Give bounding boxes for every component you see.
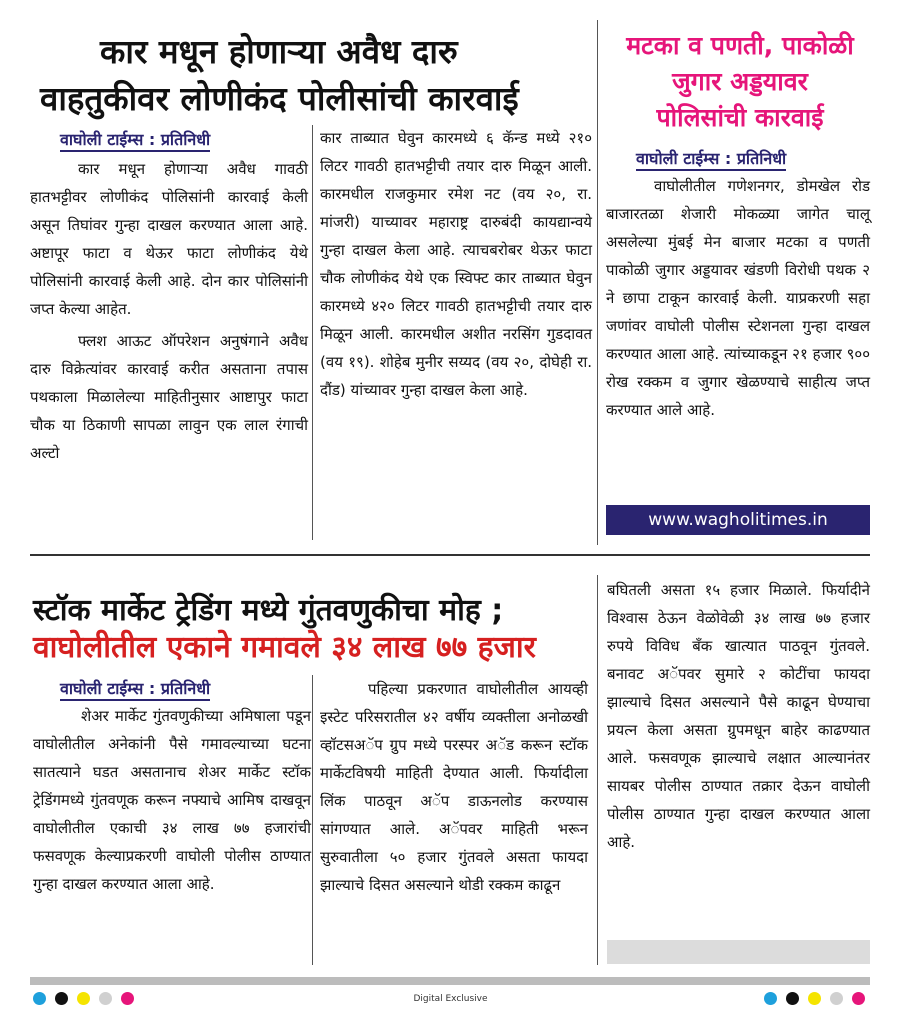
article2-body: वाघोलीतील गणेशनगर, डोमखेल रोड बाजारतळा शेजारी मोकळ्या जागेत चालू असलेल्या मुंबई मेन बाजार मटका व पणती पाकोळी जुगार अड्डयावर खंडणी विरोधी पथक २ ने छापा टाकून कारवाई केली. याप्रकरणी सहा जणांवर वाघोली पोलीस स्टेशनला गुन्हा दाखल करण्यात आला आहे. त्यांच्याकडून २१ हजार ९०० रोख रक्कम व जुगार खेळण्याचे साहीत्य जप्त करण्यात आले आहे.: [606, 177, 870, 419]
grey-filler-box: [607, 940, 870, 964]
article2-column: [606, 172, 870, 424]
registration-dot: [830, 992, 843, 1005]
registration-dot: [808, 992, 821, 1005]
column-divider: [597, 20, 598, 545]
registration-dots-right: [764, 992, 874, 1006]
article1-byline: वाघोली टाईम्स : प्रतिनिधी: [60, 130, 210, 152]
registration-dot: [852, 992, 865, 1005]
article1-paragraph-1: कार मधून होणाऱ्या अवैध गावठी हातभट्टीवर लोणीकंद पोलिसांनी कारवाई केली असून तिघांवर गुन्हा दाखल करण्यात आला आहे. अष्टापूर फाटा व थेऊर फाटा लोणीकंद येथे पोलिसांनी कारवाई केली आहे. दोन कार पोलिसांनी जप्त केल्या आहेत.: [30, 160, 308, 318]
article3-column-3: [607, 576, 870, 856]
article3-column-2-text: पहिल्या प्रकरणात वाघोलीतील आयव्ही इस्टेट परिसरातील ४२ वर्षीय व्यक्तीला अनोळखी व्हॉटसअॅप ग्रुप मध्ये परस्पर अॅड करून स्टॉक मार्केटविषयी माहिती देण्यात आली. फिर्यादीला लिंक पाठवून अॅप डाऊनलोड करण्यास सांगण्यात आले. अॅपवर माहिती भरून सुरुवातीला ५० हजार गुंतवले असता फायदा झाल्याचे दिसत असल्याने थोडी रक्कम काढून: [320, 680, 588, 894]
registration-dot: [764, 992, 777, 1005]
article2-byline: वाघोली टाईम्स : प्रतिनिधी: [636, 149, 786, 171]
article1-headline-line2: वाहतुकीवर लोणीकंद पोलीसांची कारवाई: [40, 79, 519, 118]
article3-column-3-text: बघितली असता १५ हजार मिळाले. फिर्यादीने विश्वास ठेऊन वेळोवेळी ३४ लाख ७७ हजार रुपये विविध बँक खात्यात पाठवून गुंतवले. बनावट अॅपवर सुमारे २ कोटींचा फायदा झाल्याचे दिसत असल्याने पैसे काढून घेण्याचा प्रयत्न केला असता ग्रुपमधून बाहेर काढण्यात आले. फसवणूक झाल्याचे लक्षात आल्यानंतर सायबर पोलीस ठाण्यात तक्रार देऊन वाघोली पोलीस ठाण्यात गुन्हा दाखल करण्यात आला आहे.: [607, 581, 870, 851]
article3-headline-line2: वाघोलीतील एकाने गमावले ३४ लाख ७७ हजार: [33, 630, 536, 665]
article2-headline-line1: मटका व पणती, पाकोळी: [626, 31, 854, 60]
article1-paragraph-2: फ्लश आऊट ऑपरेशन अनुषंगाने अवैध दारु विक्रेत्यांवर कारवाई करीत असताना तपास पथकाला मिळालेल्या माहितीनुसार आष्टापुर फाटा चौक या ठिकाणी सापळा लावुन एक लाल रंगाची अल्टो: [30, 332, 308, 462]
article3-byline-wrap: [60, 677, 210, 699]
article3-column-1-text: शेअर मार्केट गुंतवणुकीच्या अमिषाला पडून वाघोलीतील अनेकांनी पैसे गमावल्याच्या घटना सातत्याने घडत असतानाच शेअर मार्केट स्टॉक ट्रेडिंगमध्ये गुंतवणूक करून नफ्याचे आमिष दाखवून वाघोलीतील एकाची ३४ लाख ७७ हजारांची फसवणूक केल्याप्रकरणी वाघोली पोलीस ठाण्यात गुन्हा दाखल करण्यात आला आहे.: [33, 707, 311, 893]
article3-headline-line1: स्टॉक मार्केट ट्रेडिंग मध्ये गुंतवणुकीचा मोह ;: [33, 593, 504, 628]
footer-bar: [30, 977, 870, 985]
article1-byline-wrap: [60, 128, 210, 150]
registration-dot: [786, 992, 799, 1005]
article1-column-1: [30, 155, 308, 467]
article2-byline-wrap: [636, 147, 786, 169]
article1-headline-line1: कार मधून होणाऱ्या अवैध दारु: [100, 32, 458, 71]
article1-column-2: [320, 124, 592, 404]
column-divider: [597, 575, 598, 965]
column-divider: [312, 675, 313, 965]
section-divider: [30, 554, 870, 556]
article2-headline-line2: जुगार अड्डयावर: [672, 67, 808, 96]
footer-label: Digital Exclusive: [413, 994, 488, 1004]
column-divider: [312, 125, 313, 540]
article3-column-2: [320, 675, 588, 899]
article2-headline-line3: पोलिसांची कारवाई: [656, 103, 824, 132]
article3-column-1: [33, 702, 311, 898]
website-banner[interactable]: www.wagholitimes.in: [606, 505, 870, 535]
article1-column-2-text: कार ताब्यात घेवुन कारमध्ये ६ कॅन्ड मध्ये २१० लिटर गावठी हातभट्टीची तयार दारु मिळून आली. कारमधील राजकुमार रमेश नट (वय २०, रा. मांजरी) याच्यावर महाराष्ट्र दारुबंदी कायद्यान्वये गुन्हा दाखल केला आहे. त्याचबरोबर थेऊर फाटा चौक लोणीकंद येथे एक स्विफ्ट कार ताब्यात घेवुन कारमध्ये ४२० लिटर गावठी हातभट्टीची तयार दारु मिळून आली. कारमधील अशीत नरसिंग गुडदावत (वय १९). शोहेब मुनीर सय्यद (वय २०, दोघेही रा. दौंड) यांच्यावर गुन्हा दाखल केला आहे.: [320, 129, 592, 399]
article3-byline: वाघोली टाईम्स : प्रतिनिधी: [60, 679, 210, 701]
